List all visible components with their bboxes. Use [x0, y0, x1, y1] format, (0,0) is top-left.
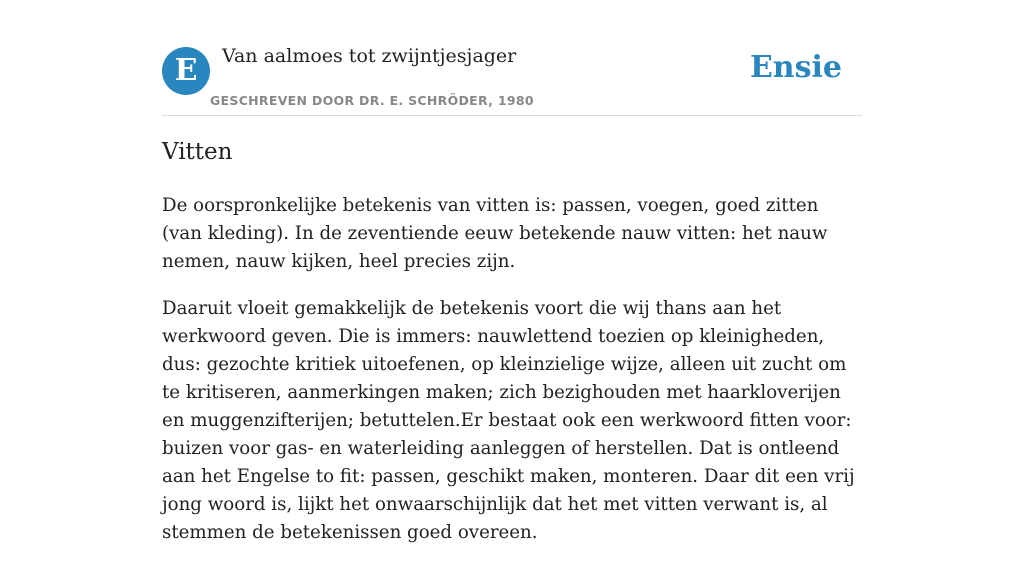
- header: [162, 0, 862, 116]
- author-line: GESCHREVEN DOOR DR. E. SCHRÖDER, 1980: [210, 93, 534, 108]
- paragraph: Daaruit vloeit gemakkelijk de betekenis voort die wij thans aan het werkwoord geven. Die is immers: nauwlettend toezien op kleinigheden, dus: gezochte kritiek uitoefenen, op kleinzielige wijze, alleen uit zucht om te kritiseren, aanmerkingen maken; zich bezighouden met haarkloverijen en muggenzifterijen; betuttelen.Er bestaat ook een werkwoord fitten voor: buizen voor gas- en waterleiding aanleggen of herstellen. Dat is ontleend aan het Engelse to fit: passen, geschikt maken, monteren. Daar dit een vrij jong woord is, lijkt het onwaarschijnlijk dat het met vitten verwant is, al stemmen de betekenissen goed overeen.: [162, 298, 855, 543]
- book-title[interactable]: Van aalmoes tot zwijntjesjager: [222, 45, 517, 67]
- ensie-logo-icon[interactable]: E: [162, 47, 210, 95]
- entry-headword: Vitten: [162, 139, 233, 165]
- entry-body: [162, 192, 862, 566]
- brand-logo[interactable]: Ensie: [749, 50, 842, 85]
- content-container: [162, 0, 862, 543]
- paragraph: De oorspronkelijke betekenis van vitten is: passen, voegen, goed zitten (van kleding). In de zeventiende eeuw betekende nauw vitten: het nauw nemen, nauw kijken, heel precies zijn.: [162, 195, 828, 272]
